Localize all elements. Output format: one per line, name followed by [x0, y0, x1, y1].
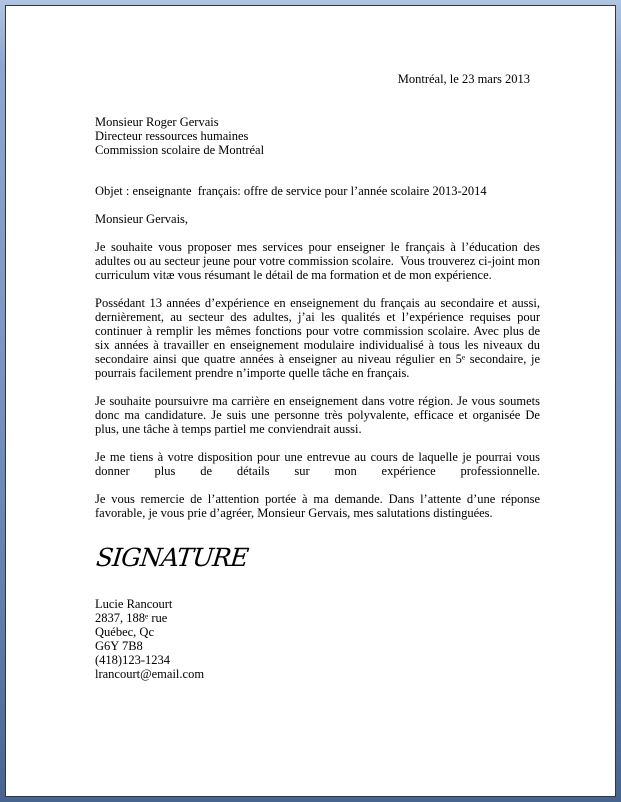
sender-street: 2837, 188ᵉ rue — [95, 611, 168, 625]
sender-phone: (418)123-1234 — [95, 653, 170, 667]
sender-email: lrancourt@email.com — [95, 667, 205, 681]
subject-line: Objet : enseignante français: offre de service pour l’année scolaire 2013-2014 — [95, 184, 487, 198]
sender-block — [95, 597, 540, 681]
recipient-organization: Commission scolaire de Montréal — [95, 143, 265, 157]
paragraph-candidature: Je souhaite poursuivre ma carrière en enseignement dans votre région. Je vous soumets donc ma candidature. Je suis une personne très polyvalente, efficace et organisée De plus, une tâche à temps partiel me conviendrait aussi. — [95, 394, 544, 436]
recipient-name: Monsieur Roger Gervais — [95, 115, 219, 129]
sender-name: Lucie Rancourt — [95, 597, 173, 611]
paragraph-entrevue-line1: Je me tiens à votre disposition pour une entrevue au cours de laquelle je pourrai vous — [95, 450, 540, 464]
paragraph-entrevue — [95, 450, 540, 478]
salutation: Monsieur Gervais, — [95, 212, 189, 226]
date-line: Montréal, le 23 mars 2013 — [397, 72, 530, 86]
paragraph-experience: Possédant 13 années d’expérience en enseignement du français au secondaire et aussi, dernièrement, au secteur des adultes, j’ai les qualités et l’expérience requises pour continuer à remplir les mêmes fonctions pour votre commission scolaire. Avec plus de six années à travailler en enseignement modulaire individualisé à tous les niveaux du secondaire ainsi que quatre années à enseigner au niveau régulier en 5ᵉ secondaire, je pourrais facilement prendre n’importe quelle tâche en français. — [95, 296, 544, 380]
recipient-title: Directeur ressources humaines — [95, 129, 249, 143]
recipient-block — [95, 115, 540, 157]
letter-page — [5, 5, 616, 797]
paragraph-closing: Je vous remercie de l’attention portée à ma demande. Dans l’attente d’une réponse favorable, je vous prie d’agréer, Monsieur Gervais, mes salutations distinguées. — [95, 492, 544, 520]
sender-city: Québec, Qc — [95, 625, 154, 639]
sender-postal-code: G6Y 7B8 — [95, 639, 143, 653]
paragraph-intro: Je souhaite vous proposer mes services pour enseigner le français à l’éducation des adultes ou au secteur jeune pour votre commission scolaire. Vous trouverez ci-joint mon curriculum vitæ vous résumant le détail de ma formation et de mon expérience. — [95, 240, 544, 282]
handwritten-signature: SIGNATURE — [94, 543, 250, 572]
paragraph-entrevue-line2: donner plus de détails sur mon expérience professionnelle. — [95, 464, 540, 478]
